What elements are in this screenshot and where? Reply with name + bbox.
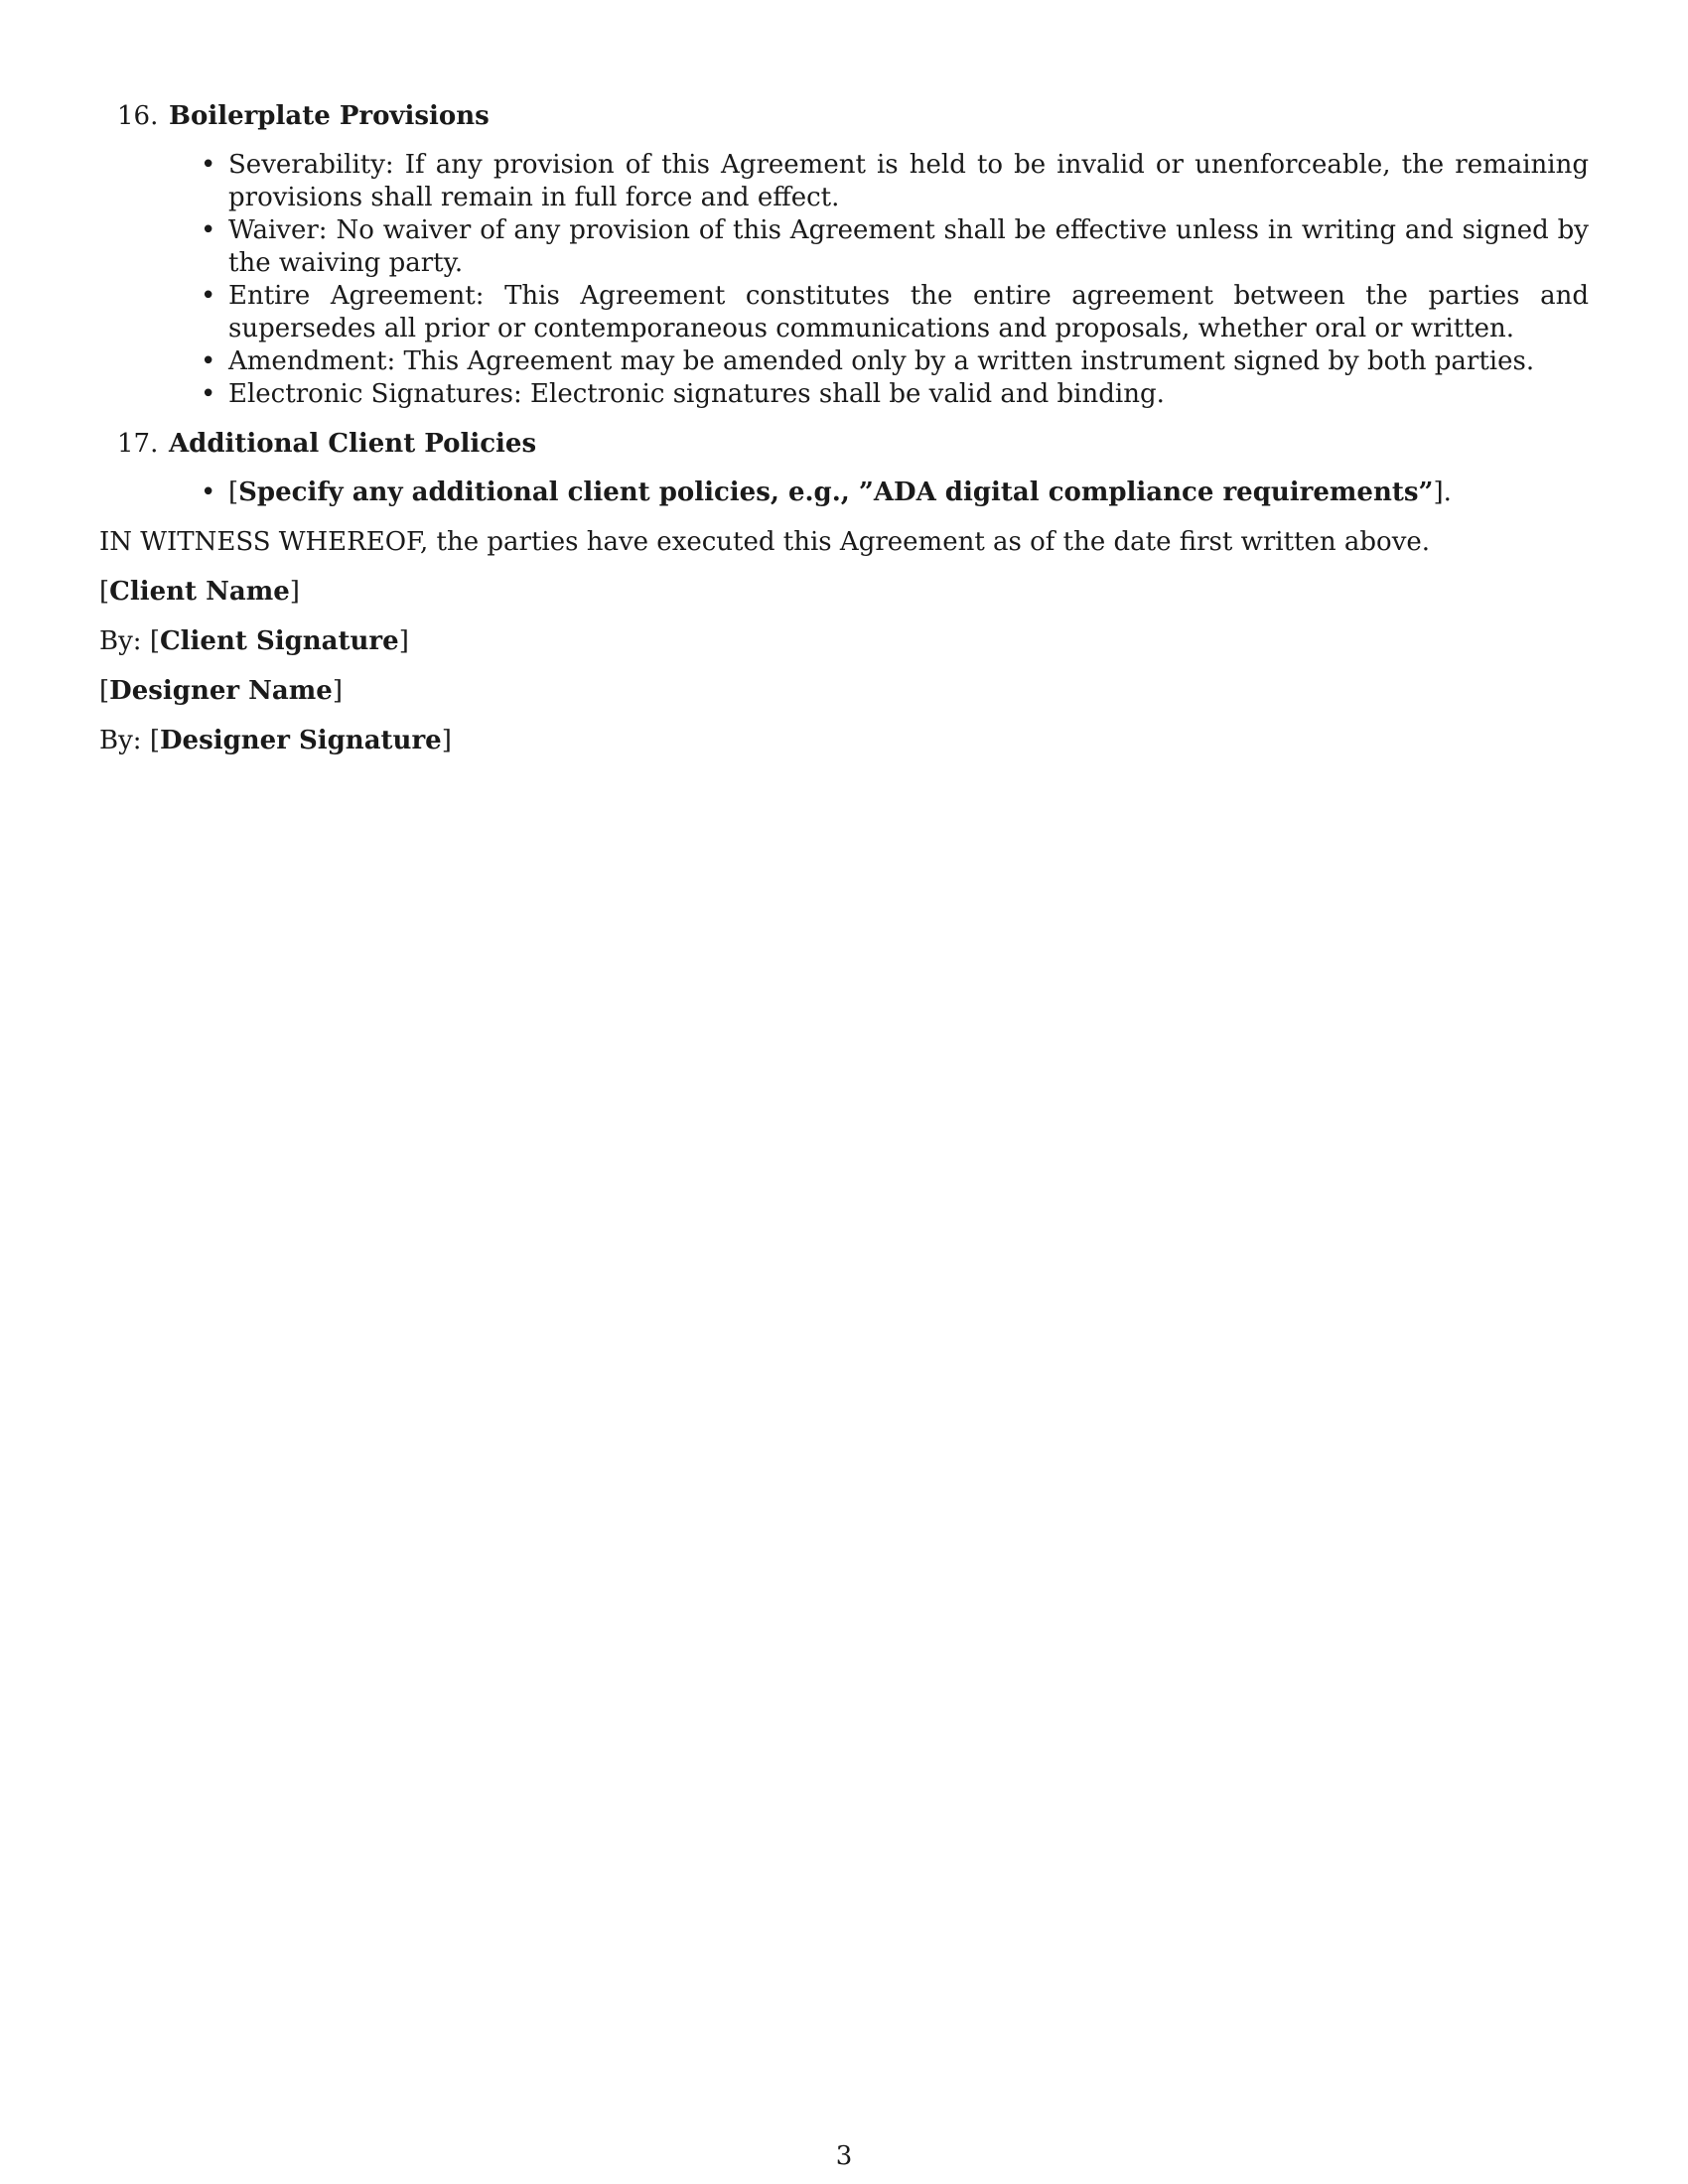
section-heading <box>99 99 1589 133</box>
list-item-text: Amendment: This Agreement may be amended only by a written instrument signed by both parties. <box>228 346 1535 376</box>
bracket-open: [ <box>228 478 239 507</box>
list-item-amendment <box>201 345 1589 378</box>
section-16 <box>99 99 1589 411</box>
bullet-icon: • <box>201 150 216 180</box>
list-item-text: Electronic Signatures: Electronic signatures shall be valid and binding. <box>228 379 1165 409</box>
page-number: 3 <box>835 2141 853 2171</box>
placeholder-text: Specify any additional client policies, e.g., ”ADA digital compliance requirements” <box>238 478 1434 507</box>
provisions-list <box>99 149 1589 411</box>
by-label: By: <box>99 626 142 656</box>
section-heading <box>99 427 1589 461</box>
bullet-icon: • <box>201 215 216 245</box>
section-number: 17. <box>117 429 159 459</box>
witness-clause: IN WITNESS WHEREOF, the parties have executed this Agreement as of the date first written above. <box>99 527 1431 557</box>
bullet-icon: • <box>201 478 216 507</box>
client-signature: Client Signature <box>159 626 399 656</box>
bracket-close: ]. <box>1433 478 1452 507</box>
section-title: Boilerplate Provisions <box>169 101 490 131</box>
section-17 <box>99 427 1589 509</box>
client-name-line: [Client Name] <box>99 577 300 607</box>
by-label: By: <box>99 726 142 755</box>
list-item-text: Severability: If any provision of this Agreement is held to be invalid or unenforceable, the remaining provisions shall remain in full force and effect. <box>228 150 1589 212</box>
list-item-text: Entire Agreement: This Agreement constitutes the entire agreement between the parties and supersedes all prior or contemporaneous communications and proposals, whether oral or written. <box>228 281 1589 343</box>
list-item-severability <box>201 149 1589 214</box>
list-item-policy-placeholder <box>201 477 1589 509</box>
client-name: Client Name <box>109 577 290 607</box>
list-item-waiver <box>201 214 1589 280</box>
document-page <box>99 99 1589 773</box>
designer-name-line: [Designer Name] <box>99 676 343 706</box>
list-item-text: Waiver: No waiver of any provision of this Agreement shall be effective unless in writing and signed by the waiving party. <box>228 215 1589 278</box>
section-number: 16. <box>117 101 159 131</box>
designer-signature-line: By: [Designer Signature] <box>99 726 452 755</box>
list-item-electronic-signatures <box>201 378 1589 411</box>
designer-name: Designer Name <box>109 676 333 706</box>
client-policies-list <box>99 477 1589 509</box>
designer-signature: Designer Signature <box>159 726 442 755</box>
bullet-icon: • <box>201 379 216 409</box>
bullet-icon: • <box>201 346 216 376</box>
client-signature-line: By: [Client Signature] <box>99 626 409 656</box>
bullet-icon: • <box>201 281 216 311</box>
list-item-entire-agreement <box>201 280 1589 345</box>
section-title: Additional Client Policies <box>169 429 537 459</box>
